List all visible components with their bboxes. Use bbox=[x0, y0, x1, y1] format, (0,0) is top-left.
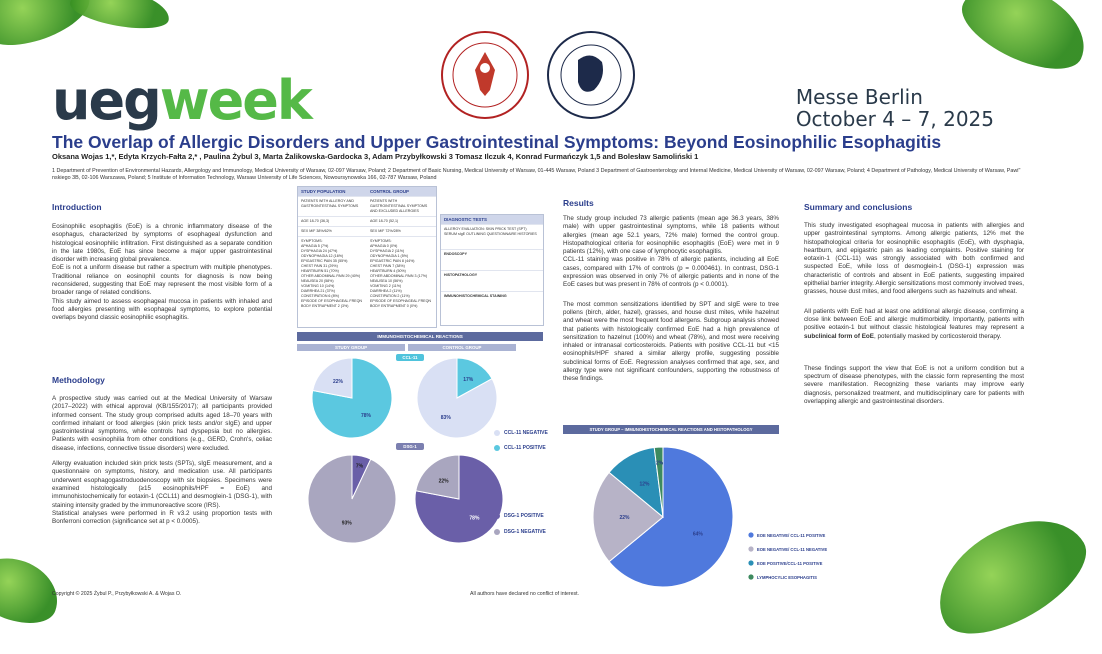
affiliations: 1 Department of Prevention of Environmental Hazards, Allergology and Immunology, Medical University of Warsaw, 02-097 Warsaw, Poland; 2 Department of Basic Nursing, Medical University of Warsaw, 01-445 Warsaw, Poland 3 Department of Gastroenterology and Internal Medicine, Medical University of Warsaw, 02-097 Warsaw, Poland; 4 Department of Pathology, Medical University of Warsaw, Pawi" nskiego 3B, 02-106 Warszawa, Poland; 5 Institute of Information Technology, Warsaw University of Life Sciences, Nowoursynowska 166, 02-787 Warsaw, Poland bbox=[52, 168, 1021, 182]
pie-ccl11-study-label-0: 78% bbox=[361, 412, 372, 419]
control-group-label: CONTROL GROUP bbox=[408, 344, 516, 351]
symptom-item: APHAGIA 0 (0%) bbox=[370, 244, 398, 248]
big-pie-legend-swatch bbox=[748, 532, 753, 537]
symptom-item: DIARRHEA 21 (37%) bbox=[301, 289, 335, 293]
logo-week-text: week bbox=[159, 69, 311, 132]
symptom-item: OTHER ABDOMINAL PAIN 29 (40%) bbox=[301, 274, 361, 278]
symptom-item: SYMPTOMS: bbox=[370, 239, 392, 243]
pie-dsg1-study-slice-1 bbox=[308, 455, 396, 543]
symptom-item: CONSTIPATION 6 (8%) bbox=[301, 294, 340, 298]
symptom-item: EPIGASTRIC PAIN 8 (44%) bbox=[370, 259, 415, 263]
pie-dsg1-control-label-1: 22% bbox=[438, 478, 449, 485]
summary-body bbox=[804, 222, 1024, 413]
pie-dsg1-study-label-0: 7% bbox=[355, 463, 364, 470]
summary-paragraph-1: This study investigated esophageal mucosa in patients with allergies and upper gastrointestinal symptoms. Among allergic patients, 12% met the histopathological criteria for eosinophilic esophagitis (EoE), with dysphagia, heartburn, and epigastric pain as leading complaints. Positive staining for eotaxin-1 (CCL-11) was strongly associated with both confirmed and suspected EoE, while loss of desmoglein-1 (DSG-1) expression was characteristic of controls and absent in EoE patients, suggesting impaired epithelial barrier integrity. Allergic sensitizations most commonly involved trees, grasses, house dust mites, and food allergens such as hazelnuts and wheat. bbox=[804, 222, 1024, 296]
big-pie-legend-swatch bbox=[748, 546, 753, 551]
conflict-of-interest: All authors have declared no conflict of interest. bbox=[470, 591, 579, 597]
symptom-item: EPIGASTRIC PAIN 35 (55%) bbox=[301, 259, 348, 263]
legend-dsg1-positive bbox=[494, 513, 544, 519]
summary-heading: Summary and conclusions bbox=[804, 202, 913, 212]
copyright-notice: Copyright © 2025 Żybul P., Przybyłkowski A. & Wojas O. bbox=[52, 591, 182, 597]
symptom-item: CHEST PAIN 7 (38%) bbox=[370, 264, 405, 268]
methodology-paragraph-1: A prospective study was carried out at the Medical University of Warsaw (2017–2022) with ethical approval (KB/155/2017); all participants provided informed consent. The study group comprised adults aged 18–70 years with confirmed inhalant or food allergies (skin prick tests and/or sIgE) and upper gastrointestinal symptoms, while controls had dyspepsia but no allergies. Patients with eosinophilia from other conditions (e.g., GERD, Crohn's, celiac disease, infections, connective tissue disorders) were excluded. bbox=[52, 395, 272, 452]
introduction-paragraph-2: EoE is not a uniform disease but rather a spectrum with multiple phenotypes. Traditional reliance on eosinophil counts for diagnosis is now being reconsidered, suggesting that EoE may represent the most visible form of a broader range of related conditions. bbox=[52, 264, 272, 297]
table-cell: AGE 18-70 (52,1) bbox=[367, 216, 436, 226]
legend-label: CCL-11 POSITIVE bbox=[504, 445, 546, 451]
dsg1-label: DSG-1 bbox=[396, 443, 424, 450]
results-heading: Results bbox=[563, 198, 594, 208]
symptom-item: HEARTBURN 4 (50%) bbox=[370, 269, 406, 273]
summary-p2-end: , potentially masked by corticosteroid therapy. bbox=[873, 332, 1002, 340]
legend-swatch bbox=[494, 445, 500, 451]
methodology-paragraph-3: Statistical analyses were performed in R v3.2 using proportion tests with Bonferroni correction (significance set at p < 0.0005). bbox=[52, 509, 272, 526]
symptom-item: DYSPHAGIA 2 (11%) bbox=[370, 249, 405, 253]
legend-ccl11-positive bbox=[494, 445, 546, 451]
big-pie-label-1: 22% bbox=[619, 515, 630, 521]
legend-label: DSG-1 POSITIVE bbox=[504, 513, 544, 519]
symptom-item: HEARTBURN 51 (70%) bbox=[301, 269, 339, 273]
summary-p2-text: All patients with EoE had at least one additional allergic disease, confirming a close link between EoE and allergic multimorbidity. Importantly, patients with positive eotaxin-1 but without classic histological features may represent a bbox=[804, 307, 1024, 332]
symptom-item: NEAUSEA 20 (58%) bbox=[301, 279, 334, 283]
clinic-seal bbox=[546, 30, 636, 120]
big-chart-banner: STUDY GROUP – IMMUNOHISTOCHEMICAL REACTIONS AND HISTOPATHOLOGY bbox=[563, 425, 779, 434]
table-symptoms-study bbox=[298, 236, 367, 311]
legend-label: DSG-1 NEGATIVE bbox=[504, 529, 546, 535]
big-pie-legend-swatch bbox=[748, 574, 753, 579]
summary-paragraph-2 bbox=[804, 308, 1024, 341]
diagnostic-row: ENDOSCOPY bbox=[441, 249, 543, 270]
pie-ccl11-study-slice-1 bbox=[313, 358, 352, 398]
legend-dsg1-negative bbox=[494, 529, 546, 535]
decorative-leaf-top-left-2 bbox=[68, 0, 173, 34]
ihc-banner: IMMUNOHISTOCHEMICAL REACTIONS bbox=[297, 332, 543, 341]
legend-swatch bbox=[494, 513, 500, 519]
poster-title: The Overlap of Allergic Disorders and Upper Gastrointestinal Symptoms: Beyond Eosinophilic Esophagitis bbox=[52, 132, 942, 152]
big-pie-label-0: 64% bbox=[692, 531, 703, 538]
legend-label: CCL-11 NEGATIVE bbox=[504, 430, 548, 436]
introduction-paragraph-3: This study aimed to assess esophageal mucosa in patients with inhaled and food allergies presenting with esophageal symptoms, to explore potential overlaps beyond classic eosinophilic esophagitis. bbox=[52, 297, 272, 322]
ueg-week-logo bbox=[52, 69, 311, 132]
pie-ccl11-study-label-1: 22% bbox=[332, 379, 343, 386]
symptom-item: DIARRHEA 2 (11%) bbox=[370, 289, 402, 293]
introduction-body bbox=[52, 223, 272, 330]
author-list: Oksana Wojas 1,*, Edyta Krzych-Fałta 2,* , Paulina Żybul 3, Marta Żalikowska-Gardocka 3, Adam Przybyłkowski 3 Tomasz Ilczuk 4, Konrad Furmańczyk 1,5 and Bolesław Samoliński 1 bbox=[52, 152, 699, 161]
ccl11-label: CCL-11 bbox=[396, 354, 424, 361]
study-group-label: STUDY GROUP bbox=[297, 344, 405, 351]
methodology-paragraph-2: Allergy evaluation included skin prick tests (SPTs), sIgE measurement, and a questionnaire on symptoms, history, and medication use. All participants underwent esophagogastroduodenoscopy with six biopsies. Specimens were examined histologically (≥15 eosinophils/HPF = EoE) and immunohistochemically for eotaxin-1 (CCL11) and desmoglein-1 (DSG-1), with staining intensity graded by the immunoreactive score (IRS). bbox=[52, 460, 272, 509]
venue-name: Messe Berlin bbox=[795, 85, 923, 109]
venue-dates: October 4 – 7, 2025 bbox=[795, 107, 994, 131]
diagnostic-row: IMMUNOHISTOCHEMICAL STAINING bbox=[441, 291, 543, 312]
big-pie-legend-label: EOE NEGATIVE/ CCL-11 NEGATIVE bbox=[757, 547, 828, 552]
table-symptoms-control bbox=[367, 236, 436, 311]
methodology-body bbox=[52, 395, 272, 533]
pie-dsg1-study-label-1: 93% bbox=[341, 520, 352, 527]
big-pie-legend-label: EOE NEGATIVE/ CCL-11 POSITIVE bbox=[757, 533, 826, 538]
big-pie-legend-label: LYMPHOCYLIC ESOPHAGITIS bbox=[757, 575, 817, 580]
histopathology-pie-chart bbox=[563, 437, 828, 587]
table-cell: SEX M/F 72%/28% bbox=[367, 226, 436, 236]
table-cell: SEX M/F 38%/62% bbox=[298, 226, 367, 236]
symptom-item: BODY ENTRAPMENT 2 (3%) bbox=[301, 304, 349, 308]
symptom-item: BODY ENTRAPMENT 0 (0%) bbox=[370, 304, 418, 308]
decorative-leaf-bottom-left bbox=[0, 546, 68, 633]
results-body bbox=[563, 215, 779, 391]
big-pie-label-2: 12% bbox=[639, 481, 650, 488]
legend-ccl11-negative bbox=[494, 430, 548, 436]
results-paragraph-1: The study group included 73 allergic patients (mean age 36.3 years, 38% male) with upper gastrointestinal symptoms, while 18 patients without allergies (mean age 52.1 years, 72% male) formed the control group. Histopathological criteria for eosinophilic esophagitis (EoE) were met in 9 patients (12%), with one case of lymphocytic esophagitis. bbox=[563, 215, 779, 256]
legend-swatch bbox=[494, 430, 500, 436]
population-table bbox=[297, 186, 437, 328]
big-pie-legend-label: EOE POSITIVE/CCL-11 POSITIVE bbox=[757, 561, 823, 566]
decorative-leaf-bottom-right bbox=[918, 496, 1102, 654]
summary-p2-emphasis: subclinical form of EoE bbox=[804, 332, 874, 340]
decorative-leaf-top-right bbox=[951, 0, 1098, 84]
pie-dsg1-control-label-0: 78% bbox=[469, 515, 480, 522]
results-paragraph-2: CCL-11 staining was positive in 78% of allergic patients, including all EoE cases, compared with 17% of controls (p = 0.000461). In contrast, DSG-1 expression was observed in only 7% of allergic patients and in none of the EoE cases but was present in 78% of controls (p < 0.0001). bbox=[563, 256, 779, 289]
table-header-control: CONTROL GROUP bbox=[367, 187, 436, 196]
table-cell: PATIENTS WITH ALLERGY AND GASTROINTESTINAL SYMPTOMS bbox=[298, 196, 367, 216]
methodology-heading: Methodology bbox=[52, 375, 105, 385]
symptom-item: EPISODE OF ESOPHAGEAL FREQN bbox=[301, 299, 362, 303]
symptom-item: ODYNOPHAGIA 1 (5%) bbox=[370, 254, 409, 258]
results-paragraph-3: The most common sensitizations identified by SPT and sIgE were to tree pollens (birch, alder, hazel), grasses, and house dust mites, while hazelnut and wheat were the most frequent food allergens. Subgroup analysis showed that patients with histologically confirmed EoE had a high prevalence of sensitization to hazelnut (100%) and wheat (78%), and most were receiving inhaled or intranasal corticosteroids. Patients with positive CCL-11 but <15 eosinophils/HPF shared a similar allergy profile, suggesting possible subclinical forms of EoE. Regression analyses confirmed that age, sex, and allergy type were not significant confounders, supporting the robustness of these findings. bbox=[563, 300, 779, 383]
pie-dsg1-control-slice-1 bbox=[416, 455, 459, 499]
symptom-item: OTHER ABDOMINAL PAIN 3 (17%) bbox=[370, 274, 428, 278]
big-pie-legend-swatch bbox=[748, 560, 753, 565]
diagnostic-tests-box bbox=[440, 214, 544, 326]
logo-ueg-text: ueg bbox=[52, 69, 160, 132]
symptom-item: APHAGIA 5 (7%) bbox=[301, 244, 329, 248]
diagnostic-tests-title: DIAGNOSTIC TESTS bbox=[441, 215, 543, 224]
symptom-item: EPISODE OF ESOPHAGEAL FREQN bbox=[370, 299, 431, 303]
diagnostic-row: ALLERGY EVALUATION: SKIN PRICK TEST (SPT) SERUM sIgE OUTLINING QUESTIONNAIRE HISTORIES bbox=[441, 224, 543, 249]
symptom-item: SYMPTOMS: bbox=[301, 239, 323, 243]
big-pie-label-3: 2% bbox=[655, 460, 664, 467]
pie-ccl11-control-label-1: 83% bbox=[440, 414, 451, 421]
venue-info bbox=[796, 86, 994, 130]
symptom-item: NEAUSEA 10 (56%) bbox=[370, 279, 403, 283]
summary-paragraph-3: These findings support the view that EoE is not a uniform condition but a spectrum of disease phenotypes, with the classic form representing the most severe manifestation. Recognizing these variants may improve early diagnosis, personalized treatment, and multidisciplinary care for patients with overlapping allergic and gastrointestinal disorders. bbox=[804, 364, 1024, 406]
legend-swatch bbox=[494, 529, 500, 535]
symptom-item: DYSPHAGIA 24 (47%) bbox=[301, 249, 338, 253]
symptom-item: CONSTIPATION 2 (11%) bbox=[370, 294, 410, 298]
table-header-study: STUDY POPULATION bbox=[298, 187, 367, 196]
university-seal bbox=[440, 30, 530, 120]
introduction-paragraph-1: Eosinophilic esophagitis (EoE) is a chronic inflammatory disease of the esophagus, characterized by symptoms of esophageal dysfunction and histological eosinophilic infiltration. First distinguished as a separate condition in the late 1980s, EoE has since become a major upper gastrointestinal disorder with increasing global prevalence. bbox=[52, 223, 272, 264]
symptom-item: VOMITING 10 (14%) bbox=[301, 284, 335, 288]
diagnostic-row: HISTOPATHOLOGY bbox=[441, 270, 543, 291]
table-cell: AGE 18-70 (36,3) bbox=[298, 216, 367, 226]
pie-ccl11-control-label-0: 17% bbox=[463, 377, 474, 384]
symptom-item: CHEST PAIN 31 (29%) bbox=[301, 264, 338, 268]
introduction-heading: Introduction bbox=[52, 202, 102, 212]
symptom-item: ODYNOPHAGIA 12 (16%) bbox=[301, 254, 344, 258]
table-cell: PATIENTS WITH GASTROINTESTINAL SYMPTOMS AND EXCLUDED ALLERGIES bbox=[367, 196, 436, 216]
symptom-item: VOMITING 2 (11%) bbox=[370, 284, 402, 288]
